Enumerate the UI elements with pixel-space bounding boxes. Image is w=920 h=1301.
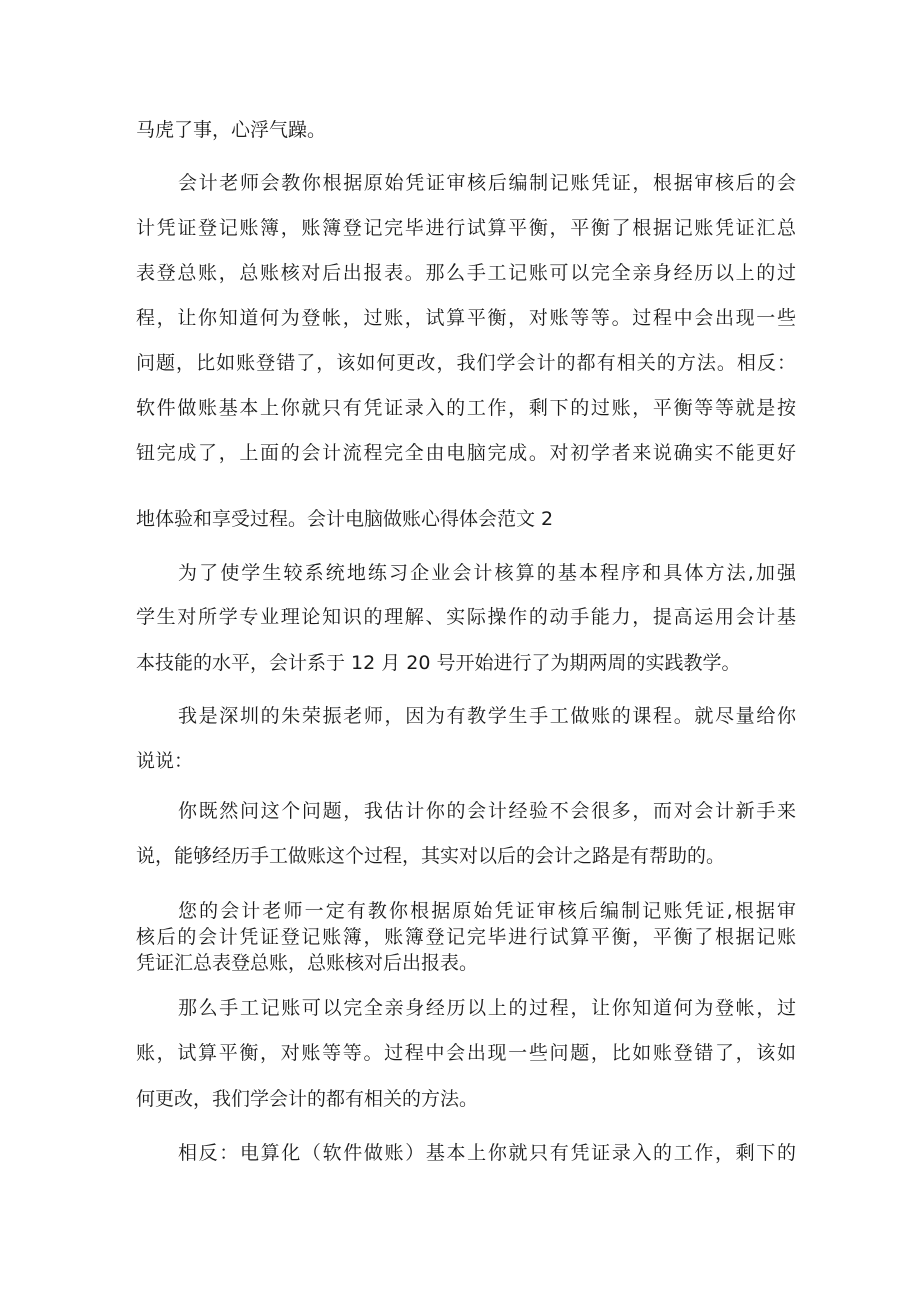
- text-line: 您的会计老师一定有教你根据原始凭证审核后编制记账凭证,根据审: [178, 900, 796, 922]
- text-line: 说，能够经历手工做账这个过程，其实对以后的会计之路是有帮助的。: [136, 845, 726, 867]
- text-line: 为了使学生较系统地练习企业会计核算的基本程序和具体方法,加强: [178, 562, 796, 584]
- text-line: 学生对所学专业理论知识的理解、实际操作的动手能力，提高运用会计基: [136, 606, 796, 628]
- text-line: 账，试算平衡，对账等等。过程中会出现一些问题，比如账登错了，该如: [136, 1042, 796, 1064]
- text-line: 会计老师会教你根据原始凭证审核后编制记账凭证，根据审核后的会: [178, 172, 796, 194]
- text-line: 本技能的水平，会计系于 12 月 20 号开始进行了为期两周的实践教学。: [136, 652, 741, 674]
- text-line: 那么手工记账可以完全亲身经历以上的过程，让你知道何为登帐，过: [178, 997, 796, 1019]
- text-line: 何更改，我们学会计的都有相关的方法。: [136, 1088, 479, 1110]
- text-line: 相反：电算化（软件做账）基本上你就只有凭证录入的工作，剩下的: [178, 1142, 796, 1164]
- text-line: 问题，比如账登错了，该如何更改，我们学会计的都有相关的方法。相反：: [136, 352, 796, 374]
- text-line: 马虎了事，心浮气躁。: [136, 119, 327, 141]
- text-line: 我是深圳的朱荣振老师，因为有教学生手工做账的课程。就尽量给你: [178, 705, 796, 727]
- text-line: 表登总账，总账核对后出报表。那么手工记账可以完全亲身经历以上的过: [136, 262, 796, 284]
- text-line: 核后的会计凭证登记账簿，账簿登记完毕进行试算平衡，平衡了根据记账: [136, 926, 796, 948]
- text-line: 程，让你知道何为登帐，过账，试算平衡，对账等等。过程中会出现一些: [136, 307, 796, 329]
- text-line: 计凭证登记账簿，账簿登记完毕进行试算平衡，平衡了根据记账凭证汇总: [136, 217, 796, 239]
- text-line: 凭证汇总表登总账，总账核对后出报表。: [136, 952, 479, 974]
- text-line: 地体验和享受过程。会计电脑做账心得体会范文 2: [136, 508, 554, 530]
- text-line: 钮完成了，上面的会计流程完全由电脑完成。对初学者来说确实不能更好: [136, 442, 796, 464]
- text-line: 你既然问这个问题，我估计你的会计经验不会很多，而对会计新手来: [178, 800, 796, 822]
- text-line: 软件做账基本上你就只有凭证录入的工作，剩下的过账，平衡等等就是按: [136, 397, 796, 419]
- text-line: 说说：: [136, 750, 194, 772]
